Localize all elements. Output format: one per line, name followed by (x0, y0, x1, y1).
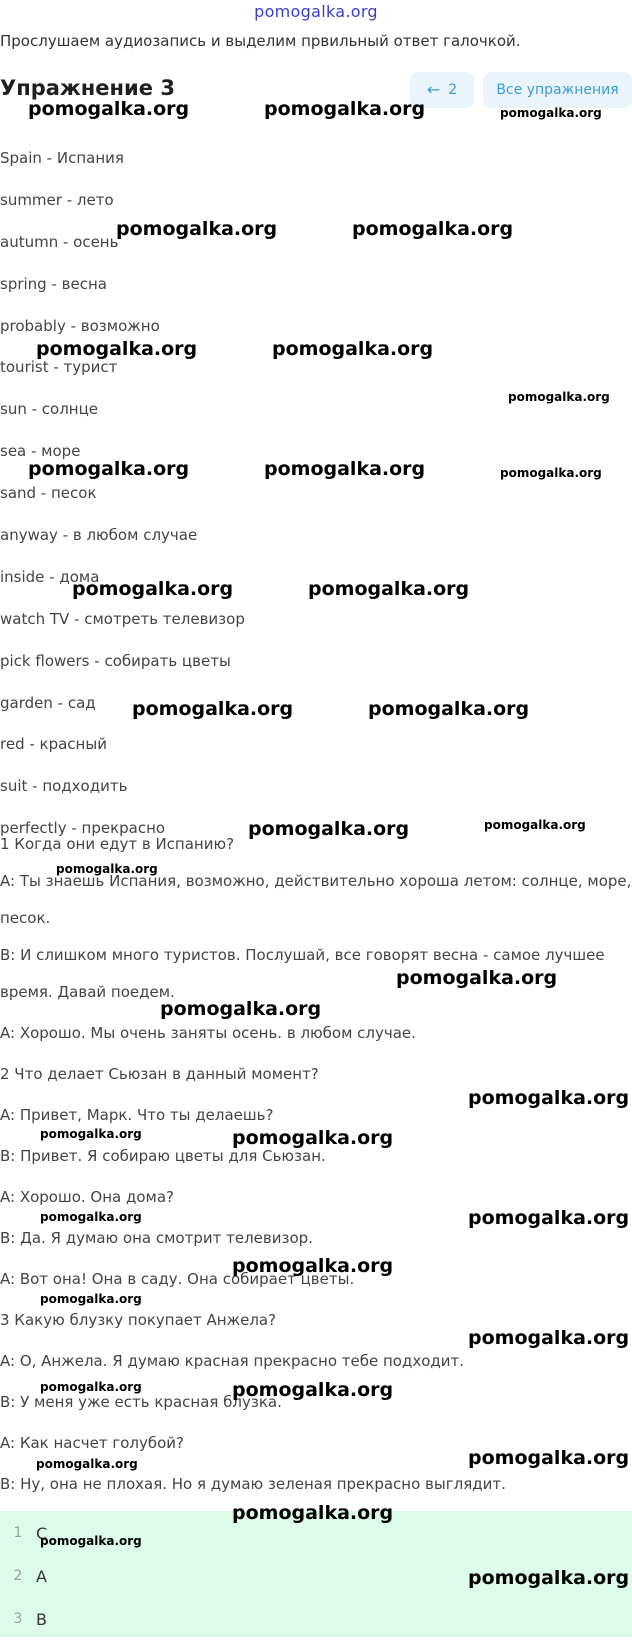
question-heading: 1 Когда они едут в Испанию? (0, 835, 235, 853)
answer-value: A (36, 1566, 47, 1586)
vocabulary-item: perfectly - прекрасно (0, 819, 166, 838)
watermark: pomogalka.org (500, 106, 602, 120)
vocabulary-item: pick flowers - собирать цветы (0, 651, 231, 670)
dialogue-line: время. Давай поедем. (0, 983, 175, 1001)
vocabulary-item: probably - возможно (0, 316, 160, 335)
dialogue-line: A: Привет, Марк. Что ты делаешь? (0, 1106, 274, 1124)
watermark: pomogalka.org (72, 578, 234, 600)
dialogue-line: B: И слишком много туристов. Послушай, все говорят весна - самое лучшее (0, 946, 605, 964)
vocabulary-item: inside - дома (0, 567, 100, 586)
arrow-left-icon: ← (426, 80, 441, 99)
vocabulary-item: garden - сад (0, 693, 96, 712)
vocabulary-item: suit - подходить (0, 777, 128, 796)
vocabulary-item: sand - песок (0, 484, 97, 503)
watermark: pomogalka.org (396, 967, 558, 989)
watermark: pomogalka.org (468, 1447, 630, 1469)
vocabulary-item: sea - море (0, 442, 81, 461)
vocabulary-item: autumn - осень (0, 232, 119, 251)
watermark: pomogalka.org (232, 1502, 394, 1524)
watermark: pomogalka.org (264, 458, 426, 480)
watermark: pomogalka.org (352, 218, 514, 240)
vocabulary-item: summer - лето (0, 190, 114, 209)
previous-exercise-label: 2 (448, 82, 458, 98)
watermark: pomogalka.org (232, 1255, 394, 1277)
dialogue-line: B: Привет. Я собираю цветы для Сьюзан. (0, 1147, 326, 1165)
watermark: pomogalka.org (40, 1210, 142, 1224)
dialogue-line: A: О, Анжела. Я думаю красная прекрасно тебе подходит. (0, 1352, 465, 1370)
dialogue-text (0, 826, 632, 1503)
watermark: pomogalka.org (468, 1207, 630, 1229)
vocabulary-item: sun - солнце (0, 400, 99, 419)
answer-value: B (36, 1609, 47, 1629)
watermark: pomogalka.org (264, 98, 426, 120)
dialogue-line: A: Хорошо. Мы очень заняты осень. в любом случае. (0, 1024, 416, 1042)
watermark: pomogalka.org (28, 98, 190, 120)
vocabulary-item: Spain - Испания (0, 149, 124, 167)
watermark: pomogalka.org (468, 1087, 630, 1109)
vocabulary-item: watch TV - смотреть телевизор (0, 609, 245, 628)
watermark: pomogalka.org (308, 578, 470, 600)
dialogue-line: A: Хорошо. Она дома? (0, 1188, 175, 1206)
all-exercises-button[interactable] (483, 72, 632, 108)
dialogue-line: B: Да. Я думаю она смотрит телевизор. (0, 1229, 313, 1247)
watermark: pomogalka.org (232, 1127, 394, 1149)
watermark: pomogalka.org (508, 390, 610, 404)
watermark: pomogalka.org (232, 1379, 394, 1401)
all-exercises-label: Все упражнения (496, 82, 619, 98)
watermark: pomogalka.org (468, 1567, 630, 1589)
watermark: pomogalka.org (160, 998, 322, 1020)
question-heading: 2 Что делает Сьюзан в данный момент? (0, 1065, 319, 1083)
watermark: pomogalka.org (116, 218, 278, 240)
watermark: pomogalka.org (40, 1534, 142, 1548)
exercise-title: Упражнение 3 (0, 76, 175, 100)
watermark: pomogalka.org (248, 818, 410, 840)
dialogue-line: A: Как насчет голубой? (0, 1434, 184, 1452)
dialogue-line: A: Ты знаешь Испания, возможно, действительно хороша летом: солнце, море, (0, 872, 632, 890)
watermark: pomogalka.org (40, 1380, 142, 1394)
watermark: pomogalka.org (132, 698, 294, 720)
question-heading: 3 Какую блузку покупает Анжела? (0, 1311, 277, 1329)
vocabulary-item: anyway - в любом случае (0, 526, 198, 545)
answer-value: C (36, 1523, 48, 1543)
watermark: pomogalka.org (500, 466, 602, 480)
watermark: pomogalka.org (40, 1127, 142, 1141)
site-logo[interactable]: pomogalka.org (254, 2, 378, 21)
watermark: pomogalka.org (40, 1292, 142, 1306)
answer-row (0, 1597, 632, 1641)
watermark: pomogalka.org (484, 818, 586, 832)
answer-number: 3 (13, 1611, 23, 1627)
watermark: pomogalka.org (56, 862, 158, 876)
vocabulary-item: tourist - турист (0, 358, 118, 377)
watermark: pomogalka.org (272, 338, 434, 360)
vocabulary-item: spring - весна (0, 274, 107, 293)
watermark: pomogalka.org (368, 698, 530, 720)
watermark: pomogalka.org (36, 1457, 138, 1471)
watermark: pomogalka.org (28, 458, 190, 480)
vocabulary-item: red - красный (0, 735, 107, 754)
watermark: pomogalka.org (36, 338, 198, 360)
dialogue-line: песок. (0, 909, 51, 927)
intro-text: Прослушаем аудиозапись и выделим првильный ответ галочкой. (0, 32, 521, 50)
dialogue-line: B: У меня уже есть красная блузка. (0, 1393, 282, 1411)
answer-number: 1 (13, 1525, 23, 1541)
watermark: pomogalka.org (468, 1327, 630, 1349)
dialogue-line: B: Ну, она не плохая. Но я думаю зеленая прекрасно выглядит. (0, 1475, 506, 1493)
dialogue-line: A: Вот она! Она в саду. Она собирает цветы. (0, 1270, 355, 1288)
answer-number: 2 (13, 1568, 23, 1584)
